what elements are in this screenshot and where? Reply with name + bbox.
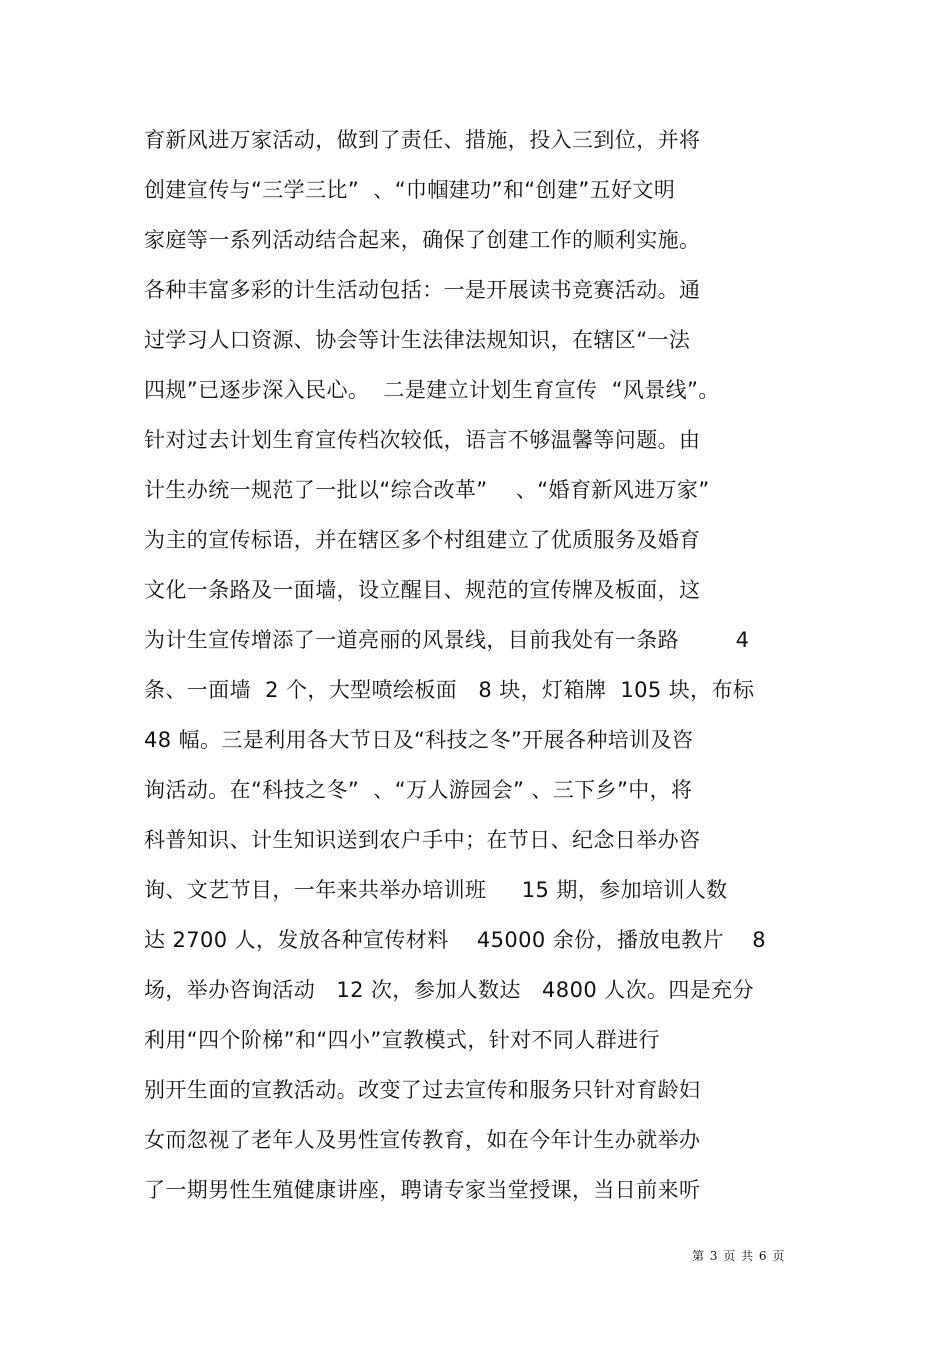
body-text-line: 为计生宣传增添了一道亮丽的风景线，目前我处有一条路 4 <box>144 628 750 652</box>
page-number-footer: 第 3 页 共 6 页 <box>692 1249 786 1263</box>
body-text-line: 为主的宣传标语，并在辖区多个村组建立了优质服务及婚育 <box>144 528 701 552</box>
body-text-line: 别开生面的宣教活动。改变了过去宣传和服务只针对育龄妇 <box>144 1078 701 1102</box>
body-text-line: 创建宣传与“三学三比” 、“巾帼建功”和“创建”五好文明 <box>144 178 676 202</box>
body-text-line: 女而忽视了老年人及男性宣传教育，如在今年计生办就举办 <box>144 1128 701 1152</box>
body-text-line: 文化一条路及一面墙，设立醒目、规范的宣传牌及板面，这 <box>144 578 701 602</box>
body-text-line: 家庭等一系列活动结合起来，确保了创建工作的顺利实施。 <box>144 228 701 252</box>
body-text-line: 四规”已逐步深入民心。 二是建立计划生育宣传 “风景线”。 <box>144 378 720 402</box>
body-text-line: 科普知识、计生知识送到农户手中；在节日、纪念日举办咨 <box>144 828 701 852</box>
body-text-line: 过学习人口资源、协会等计生法律法规知识，在辖区“一法 <box>144 328 691 352</box>
body-text-line: 场，举办咨询活动 12 次，参加人数达 4800 人次。四是充分 <box>144 978 754 1002</box>
body-text-line: 育新风进万家活动，做到了责任、措施，投入三到位，并将 <box>144 128 701 152</box>
body-text-line: 利用“四个阶梯”和“四小”宣教模式，针对不同人群进行 <box>144 1028 660 1052</box>
body-text-line: 条、一面墙 2 个，大型喷绘板面 8 块，灯箱牌 105 块，布标 <box>144 678 755 702</box>
body-text-line: 询、文艺节目，一年来共举办培训班 15 期，参加培训人数 <box>144 878 728 902</box>
body-text-line: 针对过去计划生育宣传档次较低，语言不够温馨等问题。由 <box>144 428 701 452</box>
body-text-line: 询活动。在“科技之冬” 、“万人游园会” 、三下乡”中，将 <box>144 778 693 802</box>
body-text-line: 各种丰富多彩的计生活动包括：一是开展读书竞赛活动。通 <box>144 278 701 302</box>
body-text-line: 达 2700 人，发放各种宣传材料 45000 余份，播放电教片 8 <box>144 928 767 952</box>
body-text-line: 48 幅。三是利用各大节日及“科技之冬”开展各种培训及咨 <box>144 728 694 752</box>
body-text-line: 计生办统一规范了一批以“综合改革” 、“婚育新风进万家” <box>144 478 710 502</box>
body-text-line: 了一期男性生殖健康讲座，聘请专家当堂授课，当日前来听 <box>144 1178 701 1202</box>
